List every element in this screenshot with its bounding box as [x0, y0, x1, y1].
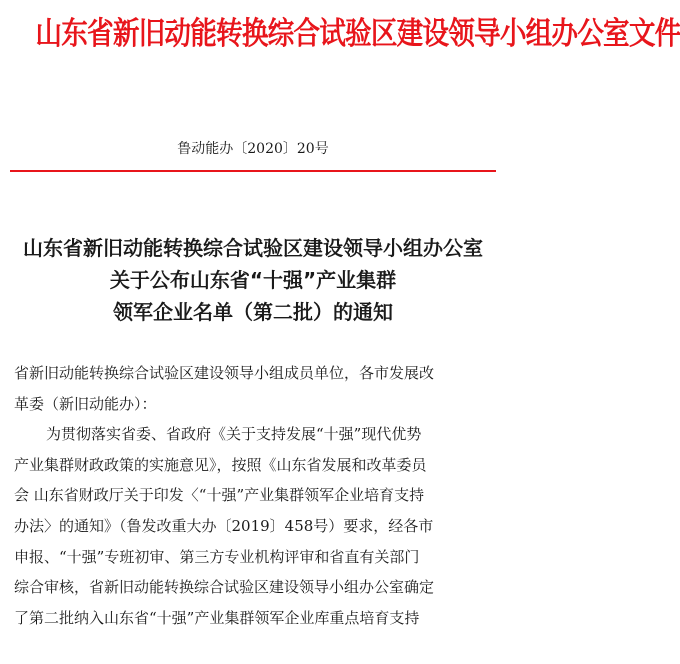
- addressee-line-1: 省新旧动能转换综合试验区建设领导小组成员单位，各市发展改: [14, 364, 435, 382]
- paragraph-line-6: 综合审核，省新旧动能转换综合试验区建设领导小组办公室确定: [14, 578, 435, 597]
- paragraph-line-4: 办法〉的通知》（鲁发改重大办〔2019〕458号）要求，经各市: [14, 516, 434, 535]
- paragraph-line-1: 为贯彻落实省委、省政府《关于支持发展“十强”现代优势: [46, 425, 422, 444]
- document-number: 鲁动能办〔2020〕20号: [177, 141, 329, 157]
- paragraph-line-2: 产业集群财政政策的实施意见》，按照《山东省发展和改革委员: [14, 455, 427, 474]
- title-line-1: 山东省新旧动能转换综合试验区建设领导小组办公室: [23, 236, 483, 260]
- paragraph-line-7: 了第二批纳入山东省“十强”产业集群领军企业库重点培育支持: [14, 608, 420, 627]
- notice-body: [0, 358, 506, 633]
- title-line-2: 关于公布山东省“十强”产业集群: [109, 268, 397, 292]
- masthead-title: 山东省新旧动能转换综合试验区建设领导小组办公室文件: [35, 16, 680, 52]
- red-divider-rule: [10, 170, 496, 172]
- notice-title: [0, 232, 506, 328]
- title-line-3: 领军企业名单（第二批）的通知: [113, 300, 393, 324]
- paragraph-line-3: 会 山东省财政厅关于印发〈“十强”产业集群领军企业培育支持: [14, 486, 425, 505]
- addressee-line-2: 革委（新旧动能办）：: [14, 394, 157, 413]
- paragraph-line-5: 申报、“十强”专班初审、第三方专业机构评审和省直有关部门: [14, 547, 420, 566]
